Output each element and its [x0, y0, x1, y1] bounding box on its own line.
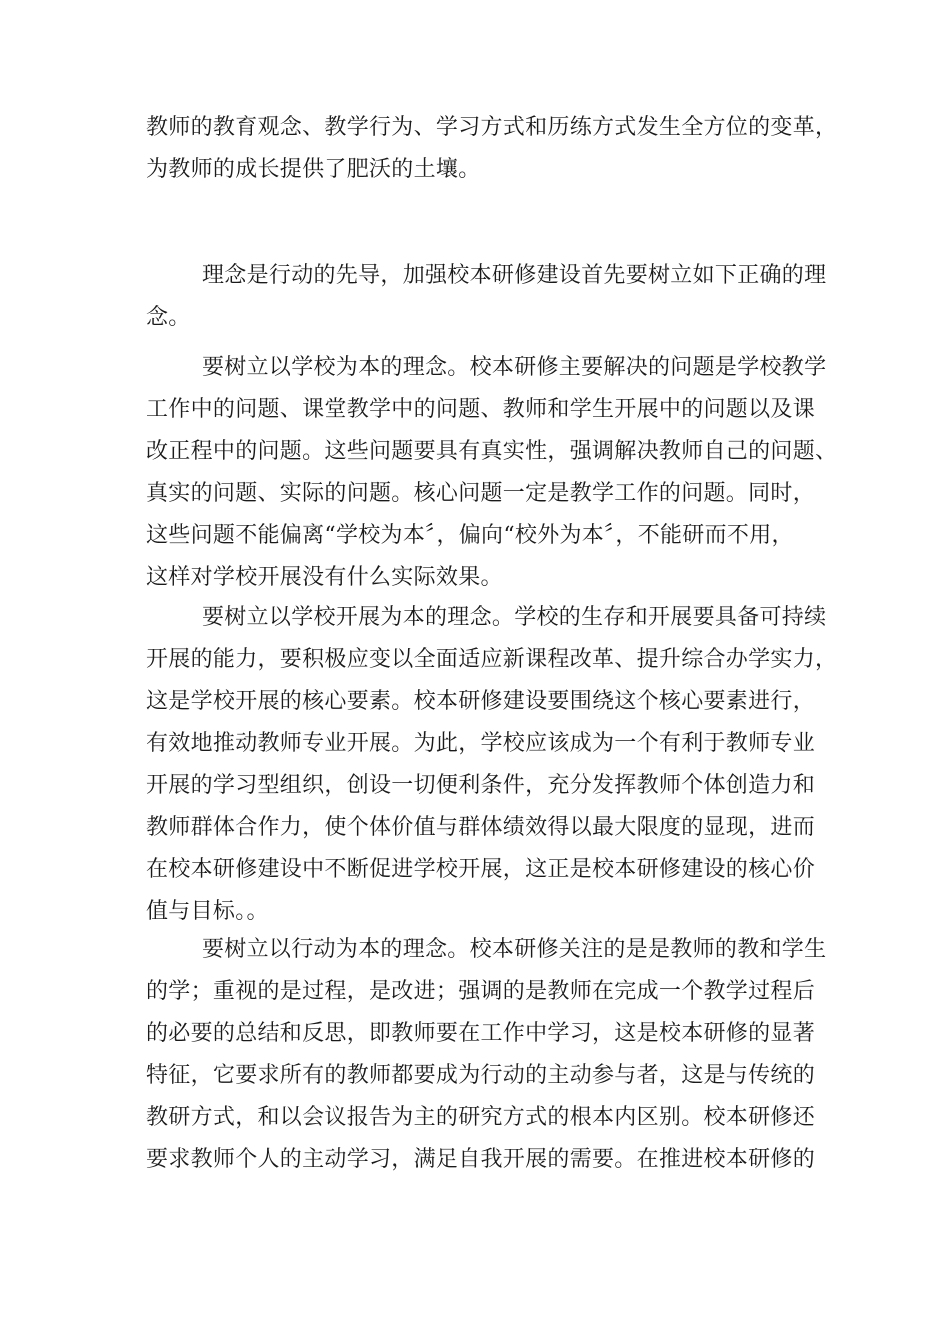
text-line: 工作中的问题、课堂教学中的问题、教师和学生开展中的问题以及课 [146, 397, 816, 422]
text-line: 改正程中的问题。这些问题要具有真实性，强调解决教师自己的问题、 [146, 439, 838, 464]
text-line: 要树立以行动为本的理念。校本研修关注的是是教师的教和学生 [202, 937, 827, 962]
text-line: 念。 [146, 305, 191, 330]
paragraph-school-based [146, 347, 838, 599]
text-line: 有效地推动教师专业开展。为此，学校应该成为一个有利于教师专业 [146, 731, 816, 756]
text-line: 要树立以学校为本的理念。校本研修主要解决的问题是学校教学 [202, 355, 827, 380]
paragraph-action-based [146, 929, 827, 1181]
text-line: 要树立以学校开展为本的理念。学校的生存和开展要具备可持续 [202, 605, 827, 630]
text-line: 教师群体合作力，使个体价值与群体绩效得以最大限度的显现，进而 [146, 815, 816, 840]
text-line: 这样对学校开展没有什么实际效果。 [146, 565, 503, 590]
text-line: 这是学校开展的核心要素。校本研修建设要围绕这个核心要素进行， [146, 689, 816, 714]
text-line: 为教师的成长提供了肥沃的土壤。 [146, 157, 481, 182]
paragraph-school-development [146, 597, 838, 933]
paragraph-concept-lead [146, 255, 827, 339]
text-line: 真实的问题、实际的问题。核心问题一定是教学工作的问题。同时， [146, 481, 816, 506]
text-line: 理念是行动的先导，加强校本研修建设首先要树立如下正确的理 [202, 263, 827, 288]
text-line: 值与目标。。 [146, 899, 269, 924]
text-line: 开展的学习型组织，创设一切便利条件，充分发挥教师个体创造力和 [146, 773, 816, 798]
text-line: 教研方式，和以会议报告为主的研究方式的根本内区别。校本研修还 [146, 1105, 816, 1130]
text-line: 开展的能力，要积极应变以全面适应新课程改革、提升综合办学实力， [146, 647, 838, 672]
text-line: 这些问题不能偏离“学校为本〞，偏向“校外为本〞，不能研而不用， [146, 523, 794, 548]
text-line: 的必要的总结和反思，即教师要在工作中学习，这是校本研修的显著 [146, 1021, 816, 1046]
text-line: 特征，它要求所有的教师都要成为行动的主动参与者，这是与传统的 [146, 1063, 816, 1088]
text-line: 在校本研修建设中不断促进学校开展，这正是校本研修建设的核心价 [146, 857, 816, 882]
paragraph-intro-continuation [146, 107, 838, 191]
text-line: 要求教师个人的主动学习，满足自我开展的需要。在推进校本研修的 [146, 1147, 816, 1172]
text-line: 教师的教育观念、教学行为、学习方式和历练方式发生全方位的变革， [146, 115, 838, 140]
text-line: 的学；重视的是过程，是改进；强调的是教师在完成一个教学过程后 [146, 979, 816, 1004]
